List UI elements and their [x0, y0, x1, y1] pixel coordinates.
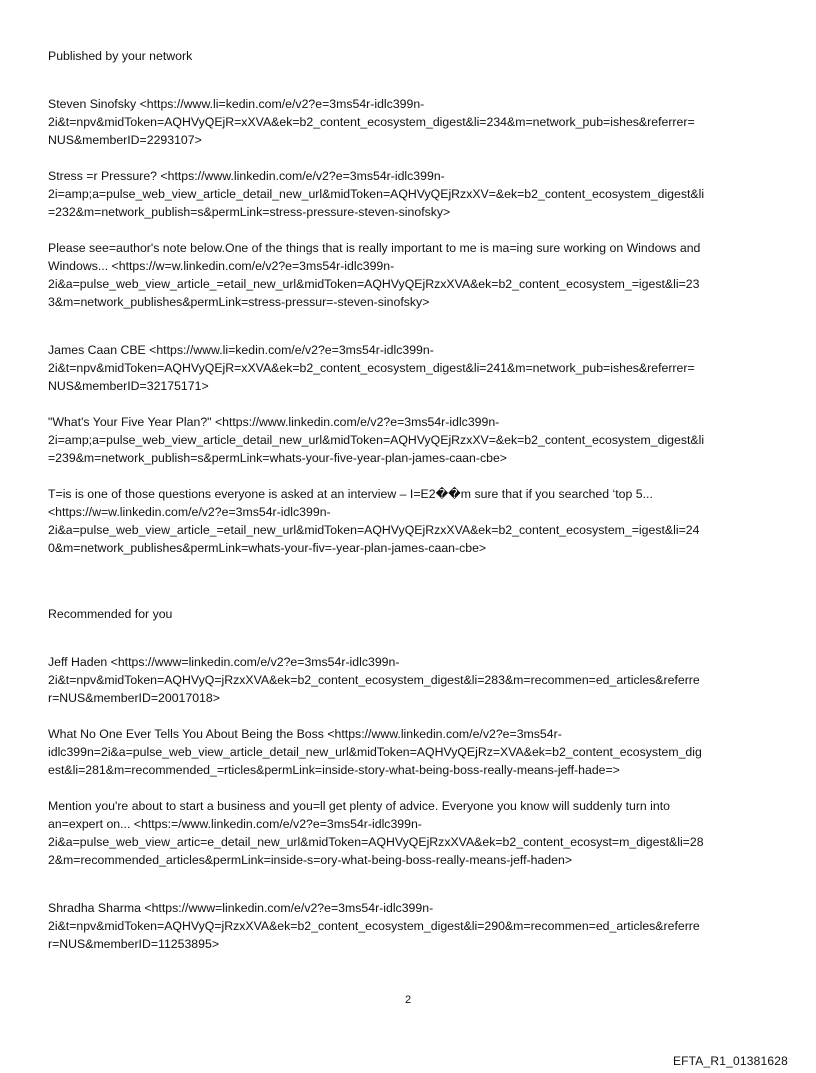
text-line: What No One Ever Tells You About Being the Boss <https://www.linkedin.com/e/v2?e=3ms54r-	[48, 727, 562, 741]
text-line: Please see=author's note below.One of the things that is really important to me is ma=ing sure working on Windows and	[48, 241, 701, 255]
article-snippet-being-the-boss[interactable]	[48, 797, 770, 869]
page-number: 2	[404, 994, 412, 1006]
text-line: r=NUS&memberID=11253895>	[48, 937, 219, 951]
text-line: 2&m=recommended_articles&permLink=inside-s=ory-what-being-boss-really-means-jeff-haden>	[48, 853, 573, 867]
text-line: r=NUS&memberID=20017018>	[48, 691, 220, 705]
text-line: 2i&a=pulse_web_view_article_=etail_new_url&midToken=AQHVyQEjRzxXVA&ek=b2_content_ecosystem_=igest&li=24	[48, 523, 700, 537]
author-link-steven-sinofsky[interactable]	[48, 95, 770, 149]
article-link-stress-pressure[interactable]	[48, 167, 770, 221]
section-heading-recommended: Recommended for you	[48, 607, 173, 621]
text-line: NUS&memberID=2293107>	[48, 133, 202, 147]
text-line: 2i&t=npv&midToken=AQHVyQEjR=xXVA&ek=b2_content_ecosystem_digest&li=241&m=network_pub=ishes&referrer=	[48, 361, 695, 375]
text-line: 2i=amp;a=pulse_web_view_article_detail_new_url&midToken=AQHVyQEjRzxXV=&ek=b2_content_ecosystem_digest&li	[48, 187, 705, 201]
author-link-jeff-haden[interactable]	[48, 653, 770, 707]
article-snippet-stress-pressure[interactable]	[48, 239, 770, 311]
section-heading-network: Published by your network	[48, 49, 193, 63]
author-link-james-caan[interactable]	[48, 341, 770, 395]
email-body	[48, 47, 770, 953]
author-link-shradha-sharma[interactable]	[48, 899, 770, 953]
text-line: 2i&t=npv&midToken=AQHVyQ=jRzxXVA&ek=b2_content_ecosystem_digest&li=290&m=recommen=ed_articles&referre	[48, 919, 700, 933]
text-line: Jeff Haden <https://www=linkedin.com/e/v2?e=3ms54r-idlc399n-	[48, 655, 400, 669]
text-line: T=is is one of those questions everyone is asked at an interview – I=E2��m sure that if you searched ‘top 5...	[48, 487, 653, 501]
text-line: 2i&a=pulse_web_view_article_=etail_new_url&midToken=AQHVyQEjRzxXVA&ek=b2_content_ecosystem_=igest&li=23	[48, 277, 700, 291]
text-line: Mention you're about to start a business and you=ll get plenty of advice. Everyone you know will suddenly turn into	[48, 799, 670, 813]
bates-number: EFTA_R1_01381628	[672, 1054, 788, 1068]
text-line: est&li=281&m=recommended_=rticles&permLink=inside-story-what-being-boss-really-means-jeff-hade=>	[48, 763, 620, 777]
text-line: Windows... <https://w=w.linkedin.com/e/v2?e=3ms54r-idlc399n-	[48, 259, 395, 273]
text-line: idlc399n=2i&a=pulse_web_view_article_detail_new_url&midToken=AQHVyQEjRz=XVA&ek=b2_content_ecosystem_dig	[48, 745, 702, 759]
text-line: an=expert on... <https:=/www.linkedin.com/e/v2?e=3ms54r-idlc399n-	[48, 817, 422, 831]
text-line: =232&m=network_publish=s&permLink=stress-pressure-steven-sinofsky>	[48, 205, 451, 219]
text-line: 2i=amp;a=pulse_web_view_article_detail_new_url&midToken=AQHVyQEjRzxXV=&ek=b2_content_ecosystem_digest&li	[48, 433, 705, 447]
text-line: 2i&a=pulse_web_view_artic=e_detail_new_url&midToken=AQHVyQEjRzxXVA&ek=b2_content_ecosyst=m_digest&li=28	[48, 835, 704, 849]
text-line: James Caan CBE <https://www.li=kedin.com/e/v2?e=3ms54r-idlc399n-	[48, 343, 434, 357]
text-line: 2i&t=npv&midToken=AQHVyQEjR=xXVA&ek=b2_content_ecosystem_digest&li=234&m=network_pub=ishes&referrer=	[48, 115, 695, 129]
text-line: NUS&memberID=32175171>	[48, 379, 209, 393]
text-line: 0&m=network_publishes&permLink=whats-your-fiv=-year-plan-james-caan-cbe>	[48, 541, 487, 555]
text-line: Shradha Sharma <https://www=linkedin.com/e/v2?e=3ms54r-idlc399n-	[48, 901, 434, 915]
article-link-being-the-boss[interactable]	[48, 725, 770, 779]
text-line: 3&m=network_publishes&permLink=stress-pressur=-steven-sinofsky>	[48, 295, 430, 309]
article-link-five-year-plan[interactable]	[48, 413, 770, 467]
text-line: 2i&t=npv&midToken=AQHVyQ=jRzxXVA&ek=b2_content_ecosystem_digest&li=283&m=recommen=ed_articles&referre	[48, 673, 700, 687]
article-snippet-five-year-plan[interactable]	[48, 485, 770, 557]
text-line: "What's Your Five Year Plan?" <https://www.linkedin.com/e/v2?e=3ms54r-idlc399n-	[48, 415, 500, 429]
text-line: Steven Sinofsky <https://www.li=kedin.com/e/v2?e=3ms54r-idlc399n-	[48, 97, 425, 111]
text-line: =239&m=network_publish=s&permLink=whats-your-five-year-plan-james-caan-cbe>	[48, 451, 507, 465]
text-line: <https://w=w.linkedin.com/e/v2?e=3ms54r-idlc399n-	[48, 505, 331, 519]
text-line: Stress =r Pressure? <https://www.linkedin.com/e/v2?e=3ms54r-idlc399n-	[48, 169, 445, 183]
